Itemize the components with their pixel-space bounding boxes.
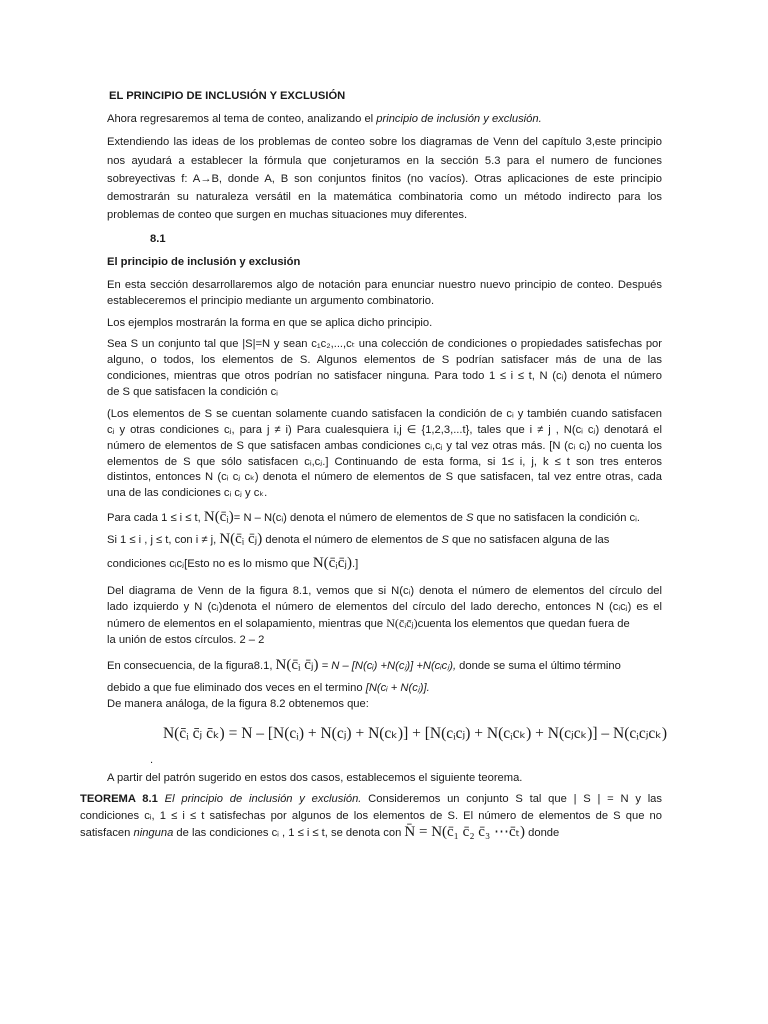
paragraph-5-line: cⱼ y otras condiciones cⱼ, para j ≠ i) Para cualesquiera i,j ∈ {1,2,3,...t}, tales que i ≠ j , N(cᵢ cⱼ) denotará el [107, 424, 662, 436]
paragraph-2-line: En esta sección desarrollaremos algo de notación para enunciar nuestro nuevo principio de conteo. Después [107, 279, 662, 291]
paragraph-7-line: la unión de estos círculos. 2 – 2 [107, 634, 265, 646]
theorem-line: satisfacen ninguna de las condiciones cᵢ , 1 ≤ i ≤ t, se denota con N̄ = N(c̄₁ c̄₂ c̄₃ ⋯c̄ₜ) donde [80, 824, 560, 840]
paragraph-5-line: número de elementos de S que satisfacen ambas condiciones cᵢ,cⱼ y tal vez otras más. [N (cᵢ cⱼ) no cuenta los [107, 440, 662, 452]
paragraph-5-line: distintos, entonces N (cᵢ cⱼ cₖ) denota el número de elementos de S que satisfacen, tal vez entre otras, cada [107, 471, 662, 483]
paragraph-6-line: Para cada 1 ≤ i ≤ t, N(c̄ᵢ)= N – N(cᵢ) denota el número de elementos de S que no satisfacen la condición cᵢ. [107, 509, 641, 525]
math-expression: N(c̄ᵢc̄ⱼ) [386, 616, 418, 630]
paragraph-8-line: De manera análoga, de la figura 8.2 obtenemos que: [107, 698, 369, 710]
stray-dot: . [150, 754, 154, 766]
math-expression: N̄ = N(c̄₁ c̄₂ c̄₃ ⋯c̄ₜ) [404, 824, 526, 840]
section-title: El principio de inclusión y exclusión [107, 256, 301, 268]
paragraph-9: A partir del patrón sugerido en estos dos casos, establecemos el siguiente teorema. [107, 772, 523, 784]
paragraph-4-line: alguno, o todos, los elementos de S. Algunos elementos de S podrían satisfacer más de una de las [107, 354, 662, 366]
section-number: 8.1 [150, 233, 166, 245]
paragraph-1-line: sobreyectivas f: A→B, donde A, B son conjuntos finitos (no vacíos). Otras aplicaciones de este principio [107, 173, 662, 185]
paragraph-5-line: una de las condiciones cᵢ cⱼ y cₖ. [107, 487, 268, 499]
paragraph-7-line: Del diagrama de Venn de la figura 8.1, vemos que si N(cᵢ) denota el número de elementos del círculo del [107, 585, 662, 597]
paragraph-1-line: problemas de conteo que surgen en muchas situaciones muy diferentes. [107, 209, 468, 221]
theorem-line: condiciones cᵢ, 1 ≤ i ≤ t satisfechas por algunos de los elementos de S. El número de elementos de S que no [80, 810, 662, 822]
paragraph-4-line: de S que satisfacen la condición cᵢ [107, 386, 278, 398]
math-expression: N(c̄ᵢ c̄ⱼ) [219, 531, 263, 547]
paragraph-6-line: Si 1 ≤ i , j ≤ t, con i ≠ j, N(c̄ᵢ c̄ⱼ) denota el número de elementos de S que no satisfacen alguna de las [107, 531, 610, 547]
intro-paragraph: Ahora regresaremos al tema de conteo, analizando el principio de inclusión y exclusión. [107, 113, 542, 125]
paragraph-8-line: En consecuencia, de la figura8.1, N(c̄ᵢ c̄ⱼ) = N – [N(cᵢ) +N(cⱼ)] +N(cᵢcⱼ), donde se suma el último término [107, 657, 621, 673]
paragraph-1-line: nos ayudará a establecer la fórmula que conjeturamos en la sección 5.3 para el numero de funciones [107, 155, 662, 167]
paragraph-7-line: número de elementos en el solapamiento, mientras que N(c̄ᵢc̄ⱼ)cuenta los elementos que quedan fuera de [107, 616, 630, 630]
paragraph-2-line: estableceremos el principio mediante un argumento combinatorio. [107, 295, 435, 307]
math-expression: N(c̄ᵢ) [203, 509, 234, 525]
paragraph-8-line: debido a que fue eliminado dos veces en el termino [N(cᵢ + N(cⱼ)]. [107, 682, 430, 694]
math-expression: N(c̄ᵢc̄ⱼ) [312, 555, 353, 571]
paragraph-1-line: demostrarán su naturaleza versátil en la matemática combinatoria como un método indirecto para los [107, 191, 662, 203]
paragraph-5-line: elementos de S que sólo satisfacen cᵢ,cⱼ.] Continuando de esta forma, si 1≤ i, j, k ≤ t son tres enteros [107, 456, 662, 468]
math-expression: N(c̄ᵢ c̄ⱼ) [275, 657, 319, 673]
paragraph-5-line: (Los elementos de S se cuentan solamente cuando satisfacen la condición de cᵢ y también cuando satisfacen [107, 408, 662, 420]
paragraph-6-line: condiciones cᵢcⱼ[Esto no es lo mismo que N(c̄ᵢc̄ⱼ).] [107, 555, 359, 571]
display-equation: N(c̄ᵢ c̄ⱼ c̄ₖ) = N – [N(cᵢ) + N(cⱼ) + N(cₖ)] + [N(cᵢcⱼ) + N(cᵢcₖ) + N(cⱼcₖ)] – N(cᵢcⱼcₖ) [162, 725, 668, 742]
theorem-line: TEOREMA 8.1 El principio de inclusión y exclusión. Consideremos un conjunto S tal que | S | = N y las [80, 793, 662, 805]
paragraph-4-line: condiciones, mientras que otros podrían no satisfacer ninguna. Para todo 1 ≤ i ≤ t, N (cᵢ) denota el número [107, 370, 662, 382]
paragraph-3: Los ejemplos mostrarán la forma en que se aplica dicho principio. [107, 317, 433, 329]
paragraph-1-line: Extendiendo las ideas de los problemas de conteo sobre los diagramas de Venn del capítulo 3,este principio [107, 136, 662, 148]
paragraph-7-line: lado izquierdo y N (cⱼ)denota el número de elementos del círculo del lado derecho, entonces N (cᵢcⱼ) es el [107, 601, 662, 613]
theorem-title: El principio de inclusión y exclusión. [164, 793, 362, 805]
paragraph-4-line: Sea S un conjunto tal que |S|=N y sean c₁c₂,...,cₜ una colección de condiciones o propiedades satisfechas por [107, 338, 662, 350]
page-title: EL PRINCIPIO DE INCLUSIÓN Y EXCLUSIÓN [109, 90, 346, 102]
theorem-label: TEOREMA 8.1 [80, 793, 158, 805]
